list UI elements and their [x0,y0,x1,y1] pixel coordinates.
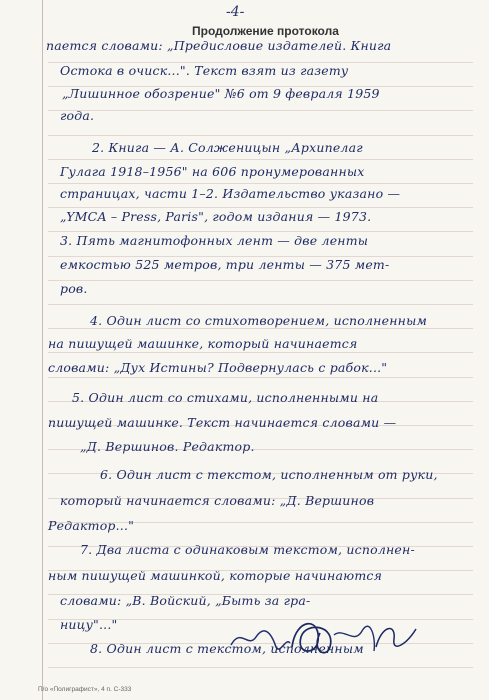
ruled-line [48,183,473,184]
ruled-line [48,352,473,353]
ruled-line [48,110,473,111]
ruled-line [48,328,473,329]
handwritten-line: 5. Один лист со стихами, исполненными на [72,390,379,405]
ruled-line [48,280,473,281]
ruled-line [48,377,473,378]
handwritten-line: 8. Один лист с текстом, исполненным [90,641,364,656]
handwritten-line: „YMCA – Press, Paris", годом издания — 1973. [60,209,372,224]
handwritten-line: 3. Пять магнитофонных лент — две ленты [60,233,369,248]
handwritten-line: года. [60,108,95,123]
handwritten-line: пается словами: „Предисловие издателей. Книга [46,38,392,53]
handwritten-line: 7. Два листа с одинаковым текстом, исполнен- [80,542,415,557]
ruled-line [48,207,473,208]
handwritten-line: словами: „В. Войский, „Быть за гра- [60,593,311,608]
handwritten-line: словами: „Дух Истины? Подвернулась с рабок..." [48,360,388,375]
ruled-line [48,159,473,160]
ruled-line [48,135,473,136]
handwritten-line: 2. Книга — А. Солженицын „Архипелаг [92,140,363,155]
signatures [226,607,426,663]
ruled-line [48,667,473,668]
handwritten-line: ным пишущей машинкой, которые начинаются [48,568,383,583]
handwritten-line: ров. [60,281,88,296]
ruled-line [48,231,473,232]
footer-print: П/о «Полиграфист», 4 п. С-333 [38,686,132,693]
handwritten-line: „Д. Вершинов. Редактор. [80,439,255,454]
handwritten-line: страницах, части 1–2. Издательство указано — [60,186,401,201]
handwritten-line: Остока в очиск...". Текст взят из газету [60,63,349,78]
handwritten-line: пишущей машинке. Текст начинается словами — [48,415,397,430]
handwritten-line: Редактор..." [48,518,135,533]
page-header: Продолжение протокола [192,24,339,38]
handwritten-line: Гулага 1918–1956" на 606 пронумерованных [60,164,365,179]
handwritten-line: 4. Один лист со стихотворением, исполненным [90,313,428,328]
handwritten-line: ницу"..." [60,617,118,632]
handwritten-line: 6. Один лист с текстом, исполненным от руки, [100,467,438,482]
handwritten-line: на пишущей машинке, который начинается [48,336,358,351]
page-number: -4- [226,4,245,20]
handwritten-line: который начинается словами: „Д. Вершинов [60,493,375,508]
ruled-line [48,304,473,305]
handwritten-line: емкостью 525 метров, три ленты — 375 мет- [60,257,390,272]
handwritten-line: „Лишинное обозрение" №6 от 9 февраля 1959 [62,86,380,101]
